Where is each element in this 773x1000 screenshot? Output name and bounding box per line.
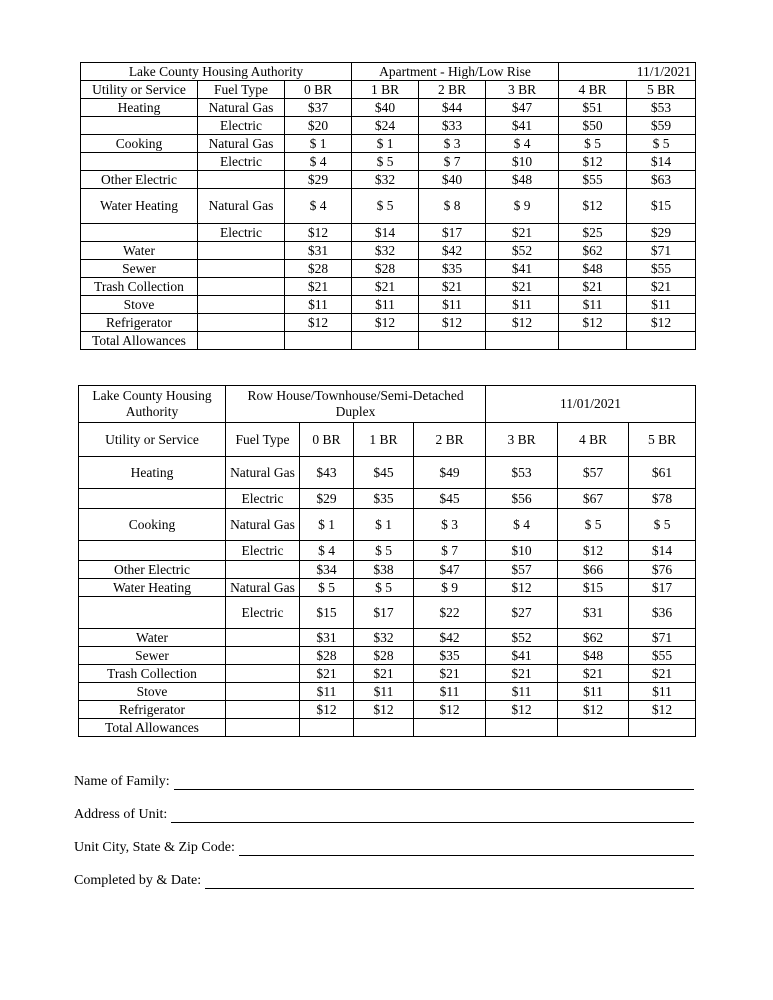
family-name-field[interactable] [74,770,694,790]
apartment-allowance-table [80,62,696,350]
completed-by-line[interactable] [205,874,694,889]
table-row [79,719,696,737]
allowance-cell: $31 [300,629,354,647]
allowance-cell: $21 [486,665,558,683]
allowance-cell: $76 [629,561,696,579]
table-row [79,457,696,489]
allowance-cell: $12 [486,579,558,597]
table-row [81,135,696,153]
allowance-cell: $12 [559,314,627,332]
table-row [81,242,696,260]
address-field[interactable] [74,803,694,823]
allowance-cell: $44 [419,99,486,117]
fuel-type-cell [226,561,300,579]
fuel-type-cell [198,296,285,314]
service-cell [79,541,226,561]
allowance-cell: $28 [285,260,352,278]
table-row [79,489,696,509]
allowance-cell: $17 [629,579,696,597]
allowance-cell: $63 [627,171,696,189]
allowance-cell: $71 [629,629,696,647]
table-row [81,260,696,278]
unit-type: Row House/Townhouse/Semi-Detached Duplex [226,386,486,423]
allowance-cell: $ 5 [352,189,419,224]
allowance-cell: $11 [419,296,486,314]
allowance-cell: $31 [285,242,352,260]
allowance-cell [285,332,352,350]
allowance-cell: $56 [486,489,558,509]
allowance-cell: $14 [629,541,696,561]
allowance-cell: $ 8 [419,189,486,224]
service-cell [81,117,198,135]
allowance-cell: $15 [300,597,354,629]
allowance-cell: $35 [414,647,486,665]
allowance-cell: $25 [559,224,627,242]
allowance-cell: $28 [352,260,419,278]
service-cell: Trash Collection [81,278,198,296]
allowance-cell: $12 [629,701,696,719]
table-row [79,629,696,647]
allowance-cell: $34 [300,561,354,579]
table-header-row [79,386,696,423]
allowance-cell: $ 5 [354,541,414,561]
allowance-cell: $61 [629,457,696,489]
allowance-cell: $11 [486,683,558,701]
allowance-cell: $40 [419,171,486,189]
service-cell: Water [79,629,226,647]
allowance-cell: $17 [354,597,414,629]
allowance-cell: $59 [627,117,696,135]
allowance-cell: $67 [558,489,629,509]
allowance-cell: $66 [558,561,629,579]
table-row [81,189,696,224]
allowance-cell: $ 1 [300,509,354,541]
fuel-type-cell [198,260,285,278]
allowance-cell: $12 [414,701,486,719]
allowance-cell: $50 [559,117,627,135]
allowance-cell: $ 5 [352,153,419,171]
allowance-cell: $ 3 [414,509,486,541]
allowance-cell: $53 [486,457,558,489]
service-cell [81,153,198,171]
fuel-type-cell: Electric [226,597,300,629]
allowance-cell: $12 [354,701,414,719]
service-cell: Other Electric [79,561,226,579]
allowance-cell: $49 [414,457,486,489]
allowance-cell: $57 [486,561,558,579]
allowance-cell: $20 [285,117,352,135]
allowance-cell: $ 4 [300,541,354,561]
allowance-cell: $32 [352,242,419,260]
fuel-type-cell: Electric [198,117,285,135]
service-cell: Sewer [79,647,226,665]
allowance-cell: $29 [627,224,696,242]
table-row [79,597,696,629]
service-cell: Trash Collection [79,665,226,683]
allowance-cell: $32 [352,171,419,189]
table-row [81,314,696,332]
column-header: 3 BR [486,81,559,99]
column-header: Utility or Service [81,81,198,99]
column-header: 5 BR [627,81,696,99]
family-name-label: Name of Family: [74,774,170,789]
allowance-cell: $ 7 [414,541,486,561]
allowance-cell: $21 [627,278,696,296]
allowance-cell: $15 [558,579,629,597]
allowance-cell: $21 [559,278,627,296]
allowance-cell: $12 [419,314,486,332]
fuel-type-cell: Electric [226,541,300,561]
allowance-cell: $11 [559,296,627,314]
fuel-type-cell: Natural Gas [226,457,300,489]
allowance-cell: $12 [558,701,629,719]
completed-by-label: Completed by & Date: [74,873,202,888]
address-line[interactable] [171,808,694,823]
column-header: 1 BR [352,81,419,99]
allowance-cell: $12 [300,701,354,719]
service-cell: Other Electric [81,171,198,189]
allowance-cell: $55 [629,647,696,665]
service-cell: Total Allowances [81,332,198,350]
allowance-cell: $35 [354,489,414,509]
allowance-cell: $40 [352,99,419,117]
unit-type: Apartment - High/Low Rise [352,63,559,81]
allowance-cell: $12 [352,314,419,332]
allowance-cell: $ 1 [352,135,419,153]
fuel-type-cell: Natural Gas [198,135,285,153]
column-header: 1 BR [354,423,414,457]
allowance-cell: $41 [486,647,558,665]
allowance-cell: $21 [285,278,352,296]
service-cell: Total Allowances [79,719,226,737]
allowance-cell: $11 [558,683,629,701]
allowance-cell: $28 [354,647,414,665]
table-row [79,665,696,683]
family-name-line[interactable] [174,775,694,790]
service-cell [81,224,198,242]
allowance-cell: $11 [354,683,414,701]
table-header-row [81,63,696,81]
allowance-cell: $21 [486,278,559,296]
allowance-cell [414,719,486,737]
allowance-cell: $12 [559,189,627,224]
table-row [81,117,696,135]
allowance-cell: $ 4 [486,509,558,541]
allowance-cell [558,719,629,737]
column-header: 5 BR [629,423,696,457]
allowance-cell: $57 [558,457,629,489]
table-row [81,332,696,350]
column-header: Fuel Type [226,423,300,457]
column-header-row [81,81,696,99]
allowance-cell [419,332,486,350]
fuel-type-cell [226,719,300,737]
rowhouse-allowance-table [78,385,696,737]
fuel-type-cell: Electric [198,224,285,242]
column-header: 4 BR [559,81,627,99]
fuel-type-cell [198,278,285,296]
allowance-cell: $48 [559,260,627,278]
fuel-type-cell [226,665,300,683]
table-row [79,509,696,541]
fuel-type-cell: Natural Gas [198,189,285,224]
allowance-cell: $48 [558,647,629,665]
allowance-cell: $33 [419,117,486,135]
allowance-cell [300,719,354,737]
allowance-cell [559,332,627,350]
allowance-cell: $ 1 [285,135,352,153]
allowance-cell: $ 5 [558,509,629,541]
allowance-cell: $32 [354,629,414,647]
allowance-cell: $ 7 [419,153,486,171]
service-cell [79,489,226,509]
table-row [81,296,696,314]
allowance-cell: $12 [627,314,696,332]
allowance-cell: $ 4 [285,189,352,224]
allowance-cell: $42 [419,242,486,260]
table-row [81,278,696,296]
address-label: Address of Unit: [74,807,168,822]
allowance-cell: $52 [486,629,558,647]
fuel-type-cell [226,701,300,719]
table-row [81,99,696,117]
allowance-cell: $17 [419,224,486,242]
allowance-cell: $38 [354,561,414,579]
allowance-cell: $55 [627,260,696,278]
fuel-type-cell [226,683,300,701]
allowance-cell: $12 [285,314,352,332]
fuel-type-cell [226,647,300,665]
agency-name: Lake County Housing Authority [81,63,352,81]
allowance-cell: $43 [300,457,354,489]
column-header: 2 BR [414,423,486,457]
allowance-cell: $47 [414,561,486,579]
service-cell: Refrigerator [81,314,198,332]
allowance-cell: $ 4 [285,153,352,171]
allowance-cell: $28 [300,647,354,665]
table-row [81,153,696,171]
allowance-cell: $ 5 [354,579,414,597]
fuel-type-cell: Electric [226,489,300,509]
allowance-cell [354,719,414,737]
effective-date: 11/01/2021 [486,386,696,423]
column-header: Fuel Type [198,81,285,99]
service-cell [79,597,226,629]
allowance-cell: $10 [486,541,558,561]
allowance-cell: $45 [414,489,486,509]
column-header: 2 BR [419,81,486,99]
allowance-cell: $21 [558,665,629,683]
service-cell: Refrigerator [79,701,226,719]
fuel-type-cell: Electric [198,153,285,171]
allowance-cell: $31 [558,597,629,629]
allowance-cell: $45 [354,457,414,489]
fuel-type-cell [198,332,285,350]
allowance-cell: $11 [627,296,696,314]
allowance-cell: $21 [300,665,354,683]
service-cell: Sewer [81,260,198,278]
allowance-cell [352,332,419,350]
allowance-cell [627,332,696,350]
allowance-cell: $55 [559,171,627,189]
column-header: 4 BR [558,423,629,457]
table-row [81,224,696,242]
allowance-cell: $21 [354,665,414,683]
allowance-cell: $41 [486,260,559,278]
allowance-cell: $27 [486,597,558,629]
allowance-cell: $21 [352,278,419,296]
allowance-cell: $ 5 [559,135,627,153]
table-row [79,541,696,561]
allowance-cell: $14 [627,153,696,171]
table-row [79,683,696,701]
column-header: 0 BR [300,423,354,457]
allowance-cell: $51 [559,99,627,117]
allowance-cell: $ 9 [486,189,559,224]
allowance-cell: $37 [285,99,352,117]
allowance-cell: $12 [486,701,558,719]
allowance-cell: $24 [352,117,419,135]
allowance-cell: $10 [486,153,559,171]
table-row [79,561,696,579]
allowance-cell: $21 [419,278,486,296]
effective-date: 11/1/2021 [559,63,696,81]
allowance-cell: $42 [414,629,486,647]
column-header: 0 BR [285,81,352,99]
allowance-cell: $78 [629,489,696,509]
city-state-zip-field[interactable] [74,836,694,856]
allowance-cell: $12 [285,224,352,242]
city-state-zip-label: Unit City, State & Zip Code: [74,840,235,855]
allowance-cell: $ 5 [627,135,696,153]
fuel-type-cell [198,242,285,260]
allowance-cell: $21 [486,224,559,242]
service-cell: Cooking [79,509,226,541]
allowance-cell: $11 [285,296,352,314]
city-state-zip-line[interactable] [239,841,694,856]
allowance-cell: $62 [558,629,629,647]
allowance-cell: $12 [558,541,629,561]
allowance-cell: $29 [300,489,354,509]
fuel-type-cell: Natural Gas [198,99,285,117]
allowance-cell: $ 5 [300,579,354,597]
service-cell: Stove [79,683,226,701]
allowance-cell: $53 [627,99,696,117]
table-row [79,701,696,719]
service-cell: Water [81,242,198,260]
allowance-cell: $12 [559,153,627,171]
allowance-cell: $71 [627,242,696,260]
service-cell: Stove [81,296,198,314]
service-cell: Water Heating [79,579,226,597]
allowance-cell: $29 [285,171,352,189]
allowance-cell [486,332,559,350]
allowance-cell: $36 [629,597,696,629]
allowance-cell: $14 [352,224,419,242]
allowance-cell: $11 [352,296,419,314]
allowance-cell: $11 [629,683,696,701]
allowance-cell: $47 [486,99,559,117]
allowance-cell: $21 [629,665,696,683]
fuel-type-cell: Natural Gas [226,579,300,597]
allowance-cell [486,719,558,737]
allowance-cell: $15 [627,189,696,224]
table-row [79,579,696,597]
allowance-cell: $ 5 [629,509,696,541]
fuel-type-cell [198,314,285,332]
allowance-cell: $ 9 [414,579,486,597]
service-cell: Water Heating [81,189,198,224]
allowance-cell: $ 3 [419,135,486,153]
completed-by-field[interactable] [74,869,694,889]
allowance-cell: $11 [414,683,486,701]
table-row [81,171,696,189]
allowance-cell: $ 1 [354,509,414,541]
allowance-cell: $11 [300,683,354,701]
allowance-cell: $48 [486,171,559,189]
allowance-cell: $12 [486,314,559,332]
allowance-cell [629,719,696,737]
allowance-cell: $11 [486,296,559,314]
service-cell: Heating [79,457,226,489]
column-header: 3 BR [486,423,558,457]
allowance-cell: $52 [486,242,559,260]
allowance-cell: $22 [414,597,486,629]
service-cell: Cooking [81,135,198,153]
fuel-type-cell: Natural Gas [226,509,300,541]
fuel-type-cell [198,171,285,189]
allowance-cell: $35 [419,260,486,278]
service-cell: Heating [81,99,198,117]
column-header-row [79,423,696,457]
allowance-cell: $41 [486,117,559,135]
column-header: Utility or Service [79,423,226,457]
allowance-cell: $ 4 [486,135,559,153]
fuel-type-cell [226,629,300,647]
agency-name: Lake County Housing Authority [79,386,226,423]
allowance-cell: $21 [414,665,486,683]
table-row [79,647,696,665]
allowance-cell: $62 [559,242,627,260]
